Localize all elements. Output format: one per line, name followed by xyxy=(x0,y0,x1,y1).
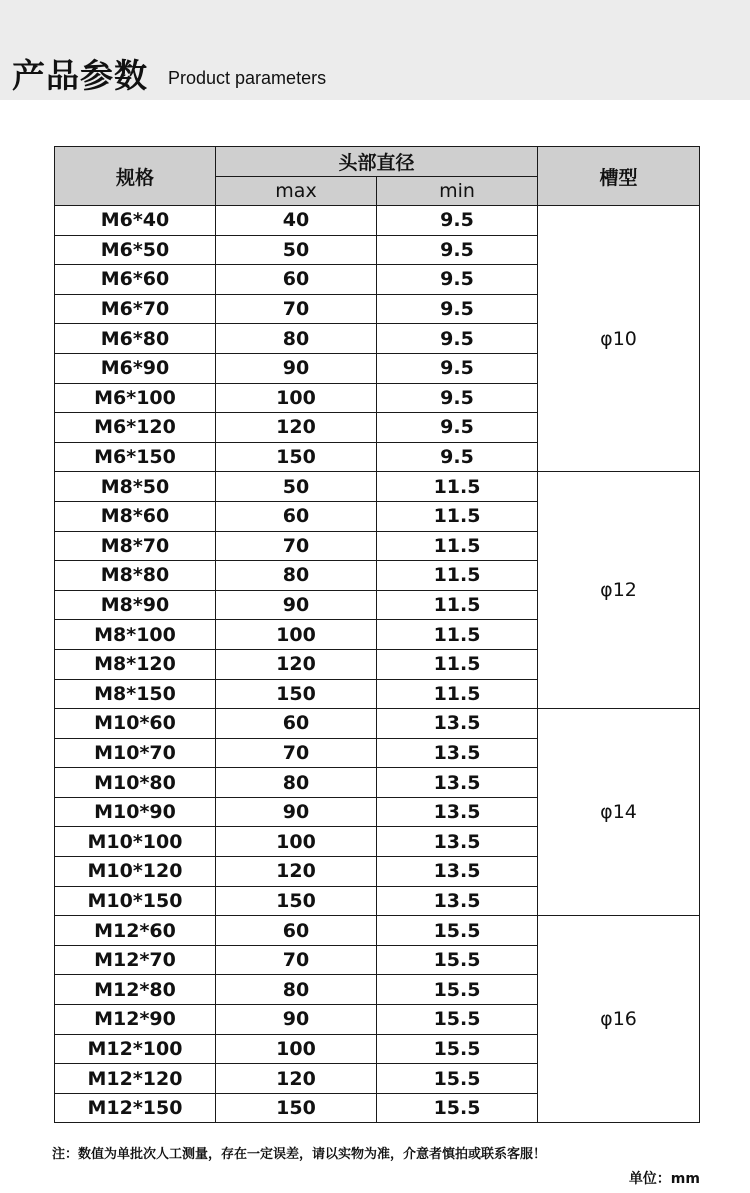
cell-spec: M8*60 xyxy=(55,501,216,531)
unit-label: 单位：mm xyxy=(628,1171,700,1187)
cell-max: 80 xyxy=(216,561,377,591)
cell-min: 11.5 xyxy=(377,649,538,679)
cell-spec: M6*120 xyxy=(55,413,216,443)
cell-max: 80 xyxy=(216,324,377,354)
cell-spec: M12*100 xyxy=(55,1034,216,1064)
header-spec: 规格 xyxy=(55,147,216,206)
cell-slot: φ10 xyxy=(538,206,700,472)
header-max: max xyxy=(216,177,377,206)
table-row xyxy=(55,709,700,739)
cell-min: 15.5 xyxy=(377,1034,538,1064)
cell-min: 15.5 xyxy=(377,1064,538,1094)
cell-min: 15.5 xyxy=(377,916,538,946)
cell-max: 100 xyxy=(216,827,377,857)
cell-min: 13.5 xyxy=(377,857,538,887)
cell-min: 9.5 xyxy=(377,324,538,354)
table-row xyxy=(55,206,700,236)
cell-spec: M12*80 xyxy=(55,975,216,1005)
cell-spec: M12*150 xyxy=(55,1093,216,1123)
cell-spec: M10*100 xyxy=(55,827,216,857)
cell-min: 11.5 xyxy=(377,590,538,620)
cell-spec: M10*90 xyxy=(55,797,216,827)
cell-min: 9.5 xyxy=(377,294,538,324)
cell-min: 13.5 xyxy=(377,886,538,916)
cell-min: 9.5 xyxy=(377,206,538,236)
cell-max: 120 xyxy=(216,857,377,887)
header-min: min xyxy=(377,177,538,206)
cell-spec: M10*70 xyxy=(55,738,216,768)
cell-spec: M8*80 xyxy=(55,561,216,591)
cell-min: 15.5 xyxy=(377,1093,538,1123)
cell-min: 11.5 xyxy=(377,472,538,502)
cell-max: 60 xyxy=(216,916,377,946)
cell-min: 15.5 xyxy=(377,975,538,1005)
cell-min: 13.5 xyxy=(377,709,538,739)
cell-max: 90 xyxy=(216,797,377,827)
cell-spec: M6*50 xyxy=(55,235,216,265)
cell-spec: M6*90 xyxy=(55,353,216,383)
cell-max: 70 xyxy=(216,294,377,324)
cell-spec: M6*40 xyxy=(55,206,216,236)
table-row xyxy=(55,472,700,502)
cell-spec: M6*150 xyxy=(55,442,216,472)
cell-min: 13.5 xyxy=(377,738,538,768)
cell-min: 11.5 xyxy=(377,561,538,591)
cell-max: 100 xyxy=(216,383,377,413)
cell-max: 120 xyxy=(216,413,377,443)
parameter-table xyxy=(54,146,700,1123)
cell-min: 11.5 xyxy=(377,679,538,709)
cell-min: 15.5 xyxy=(377,945,538,975)
cell-spec: M10*150 xyxy=(55,886,216,916)
cell-max: 150 xyxy=(216,442,377,472)
cell-max: 80 xyxy=(216,768,377,798)
cell-max: 70 xyxy=(216,945,377,975)
cell-spec: M10*60 xyxy=(55,709,216,739)
cell-max: 50 xyxy=(216,472,377,502)
header-head-diameter: 头部直径 xyxy=(216,147,538,177)
cell-spec: M12*60 xyxy=(55,916,216,946)
cell-spec: M8*150 xyxy=(55,679,216,709)
cell-max: 50 xyxy=(216,235,377,265)
cell-max: 60 xyxy=(216,709,377,739)
cell-min: 13.5 xyxy=(377,797,538,827)
cell-max: 90 xyxy=(216,1005,377,1035)
cell-max: 120 xyxy=(216,1064,377,1094)
cell-spec: M12*120 xyxy=(55,1064,216,1094)
cell-slot: φ16 xyxy=(538,916,700,1123)
cell-spec: M12*70 xyxy=(55,945,216,975)
cell-max: 120 xyxy=(216,649,377,679)
cell-min: 11.5 xyxy=(377,531,538,561)
page-header xyxy=(0,0,750,100)
cell-min: 9.5 xyxy=(377,442,538,472)
cell-spec: M8*50 xyxy=(55,472,216,502)
cell-spec: M6*100 xyxy=(55,383,216,413)
cell-min: 13.5 xyxy=(377,827,538,857)
cell-min: 13.5 xyxy=(377,768,538,798)
cell-spec: M8*100 xyxy=(55,620,216,650)
cell-min: 11.5 xyxy=(377,501,538,531)
table-row xyxy=(55,916,700,946)
cell-max: 60 xyxy=(216,501,377,531)
cell-spec: M12*90 xyxy=(55,1005,216,1035)
cell-spec: M8*120 xyxy=(55,649,216,679)
page-subtitle: Product parameters xyxy=(168,68,327,88)
cell-slot: φ14 xyxy=(538,709,700,916)
cell-spec: M8*70 xyxy=(55,531,216,561)
cell-spec: M10*80 xyxy=(55,768,216,798)
cell-max: 100 xyxy=(216,620,377,650)
cell-min: 9.5 xyxy=(377,235,538,265)
cell-max: 150 xyxy=(216,679,377,709)
cell-spec: M10*120 xyxy=(55,857,216,887)
cell-max: 70 xyxy=(216,738,377,768)
cell-min: 9.5 xyxy=(377,383,538,413)
cell-max: 100 xyxy=(216,1034,377,1064)
footer-note: 注：数值为单批次人工测量，存在一定误差，请以实物为准，介意者慎拍或联系客服！ xyxy=(52,1147,547,1162)
cell-max: 80 xyxy=(216,975,377,1005)
cell-min: 9.5 xyxy=(377,353,538,383)
cell-min: 9.5 xyxy=(377,265,538,295)
cell-min: 11.5 xyxy=(377,620,538,650)
cell-max: 40 xyxy=(216,206,377,236)
cell-spec: M6*60 xyxy=(55,265,216,295)
cell-spec: M6*70 xyxy=(55,294,216,324)
cell-spec: M6*80 xyxy=(55,324,216,354)
cell-max: 150 xyxy=(216,1093,377,1123)
cell-max: 70 xyxy=(216,531,377,561)
cell-min: 15.5 xyxy=(377,1005,538,1035)
table-body xyxy=(55,206,700,1123)
cell-slot: φ12 xyxy=(538,472,700,709)
cell-spec: M8*90 xyxy=(55,590,216,620)
header-slot: 槽型 xyxy=(538,147,700,206)
cell-max: 90 xyxy=(216,353,377,383)
page-title: 产品参数 xyxy=(12,56,148,95)
cell-max: 60 xyxy=(216,265,377,295)
cell-max: 150 xyxy=(216,886,377,916)
cell-min: 9.5 xyxy=(377,413,538,443)
cell-max: 90 xyxy=(216,590,377,620)
